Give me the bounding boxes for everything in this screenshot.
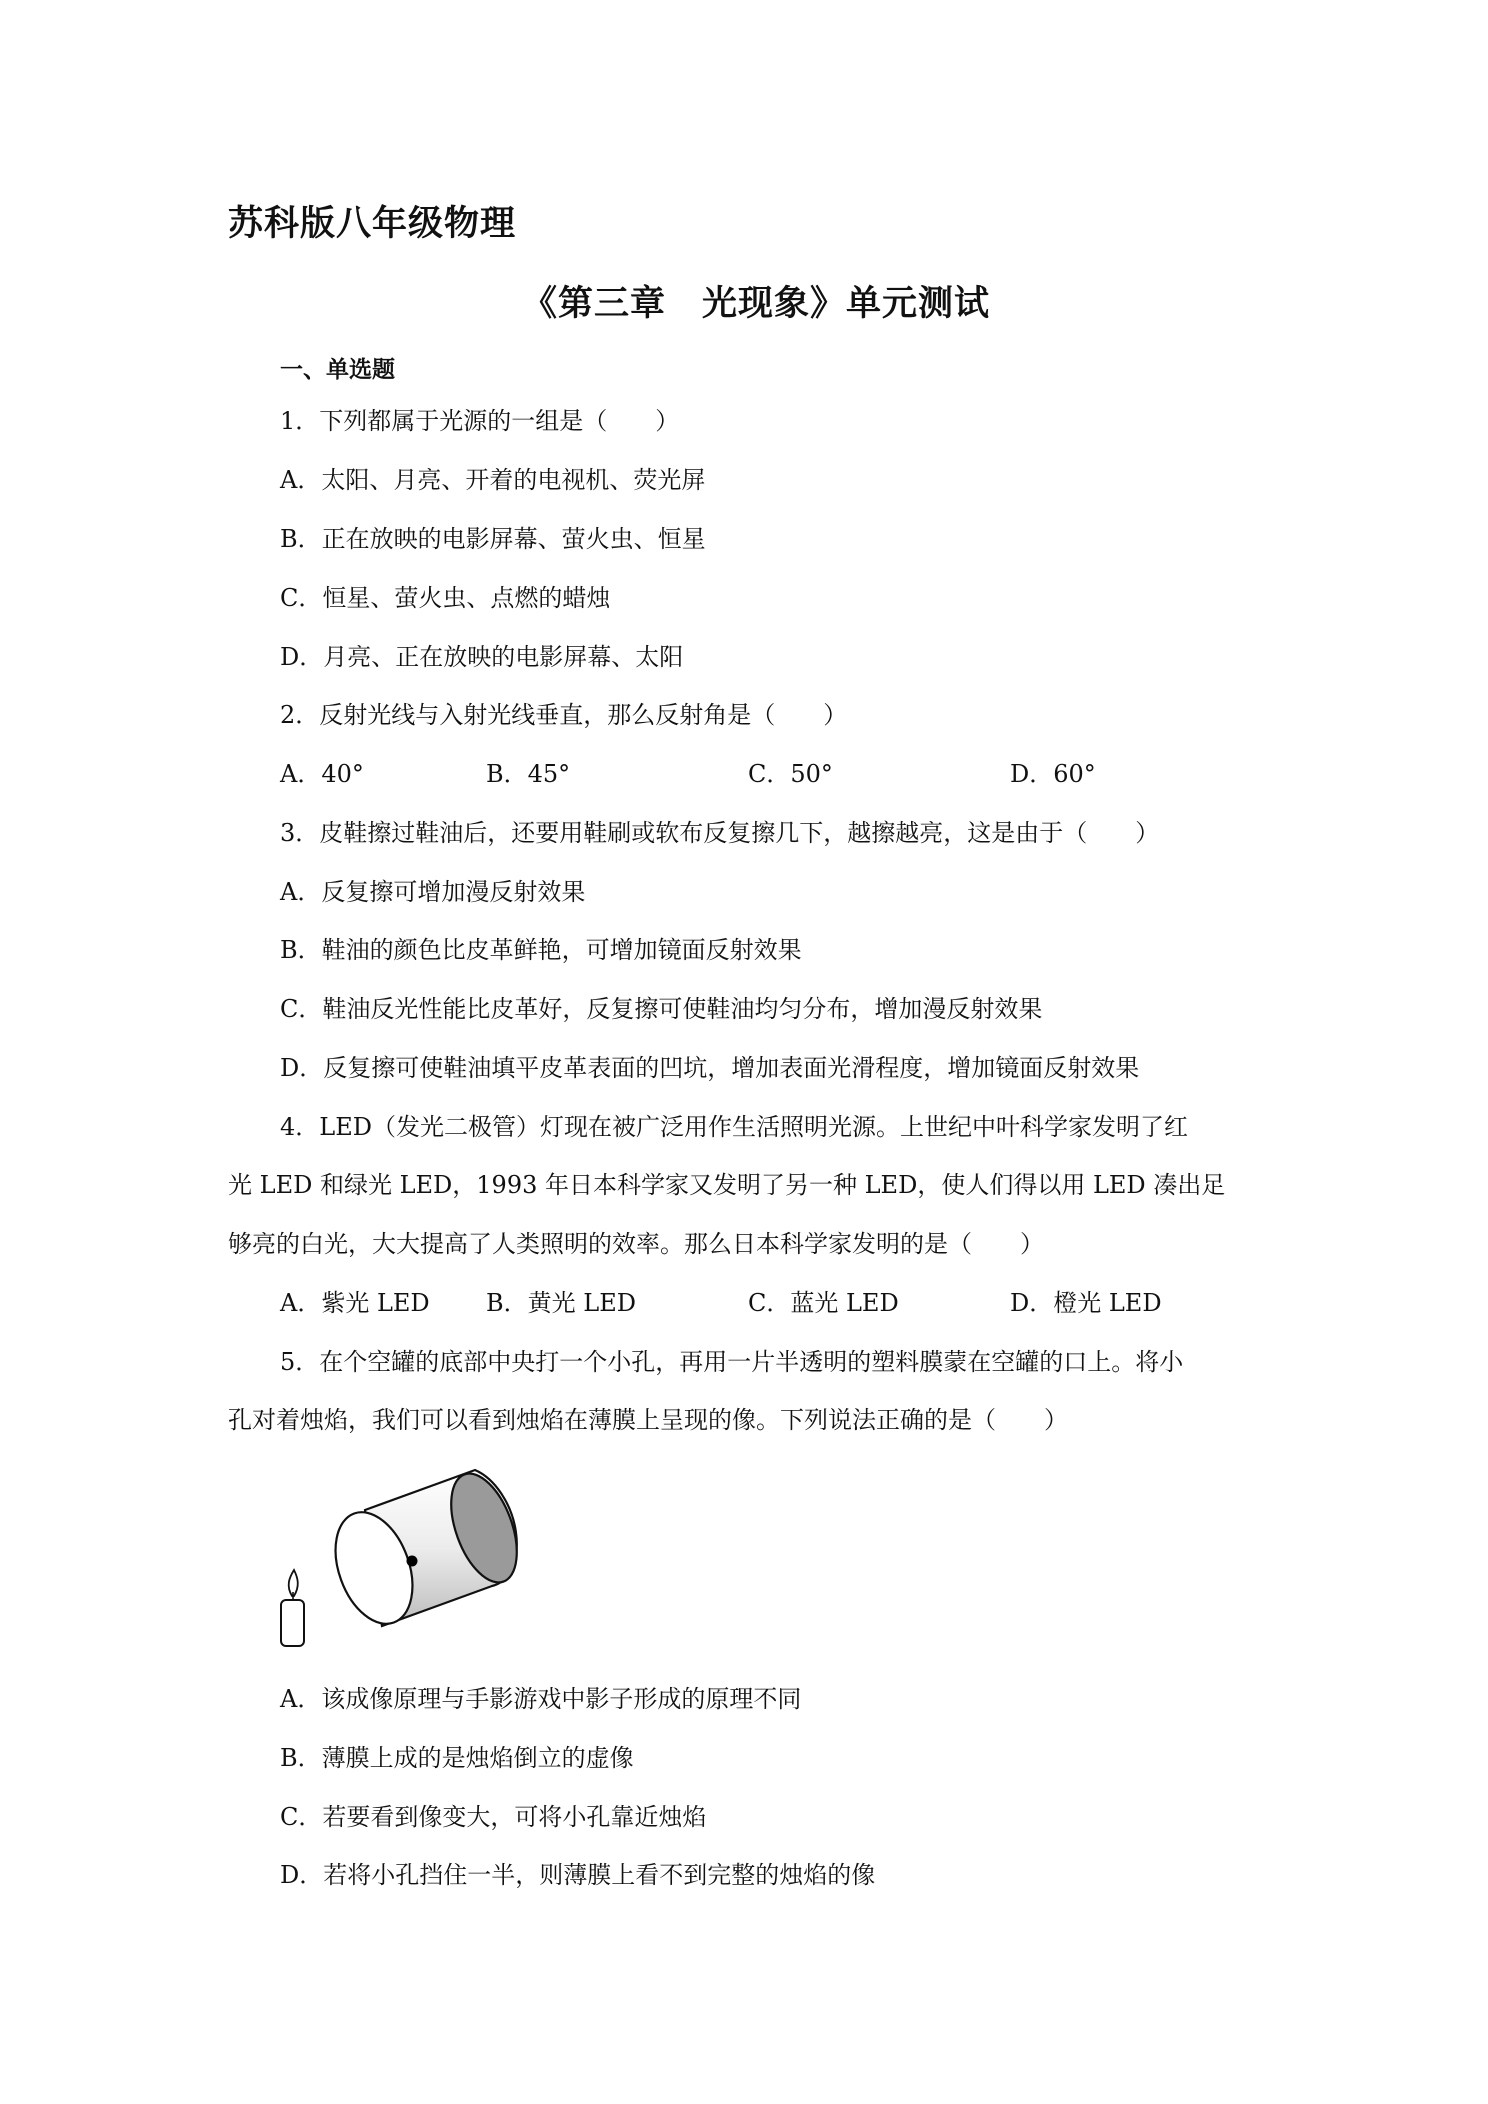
q5-option-d: D．若将小孔挡住一半，则薄膜上看不到完整的烛焰的像 [280, 1861, 876, 1889]
q2-option-b: B．45° [486, 760, 571, 788]
page-title: 《第三章 光现象》单元测试 [521, 284, 990, 324]
q3-option-c: C．鞋油反光性能比皮革好，反复擦可使鞋油均匀分布，增加漫反射效果 [280, 995, 1043, 1023]
question-1-stem: 1．下列都属于光源的一组是（ ） [280, 407, 680, 435]
q2-option-c: C．50° [748, 760, 833, 788]
question-4-stem-line-2: 光 LED 和绿光 LED，1993 年日本科学家又发明了另一种 LED，使人们得以用 LED 凑出足 [228, 1171, 1226, 1199]
q4-option-d: D．橙光 LED [1010, 1289, 1162, 1317]
q1-option-c: C．恒星、萤火虫、点燃的蜡烛 [280, 584, 611, 612]
q4-option-c: C．蓝光 LED [748, 1289, 899, 1317]
q3-option-b: B．鞋油的颜色比皮革鲜艳，可增加镜面反射效果 [280, 936, 802, 964]
question-3-stem: 3．皮鞋擦过鞋油后，还要用鞋刷或软布反复擦几下，越擦越亮，这是由于（ ） [280, 819, 1160, 847]
q1-option-a: A．太阳、月亮、开着的电视机、荧光屏 [280, 466, 706, 494]
question-4-stem-line-1: 4．LED（发光二极管）灯现在被广泛用作生活照明光源。上世纪中叶科学家发明了红 [280, 1113, 1188, 1141]
can-icon [321, 1465, 530, 1635]
q1-option-b: B．正在放映的电影屏幕、萤火虫、恒星 [280, 525, 706, 553]
q5-option-a: A．该成像原理与手影游戏中影子形成的原理不同 [280, 1685, 802, 1713]
question-5-stem-line-2: 孔对着烛焰，我们可以看到烛焰在薄膜上呈现的像。下列说法正确的是（ ） [228, 1406, 1068, 1434]
question-2-stem: 2．反射光线与入射光线垂直，那么反射角是（ ） [280, 701, 848, 729]
q3-option-d: D．反复擦可使鞋油填平皮革表面的凹坑，增加表面光滑程度，增加镜面反射效果 [280, 1054, 1140, 1082]
pinhole-dot [407, 1556, 418, 1567]
q2-option-d: D．60° [1010, 760, 1096, 788]
question-5-stem-line-1: 5．在个空罐的底部中央打一个小孔，再用一片半透明的塑料膜蒙在空罐的口上。将小 [280, 1348, 1184, 1376]
q2-option-a: A．40° [280, 760, 364, 788]
candle-icon [281, 1570, 304, 1646]
book-heading: 苏科版八年级物理 [228, 204, 517, 244]
q3-option-a: A．反复擦可增加漫反射效果 [280, 878, 586, 906]
pinhole-camera-figure [270, 1458, 610, 1678]
q4-option-a: A．紫光 LED [280, 1289, 430, 1317]
q1-option-d: D．月亮、正在放映的电影屏幕、太阳 [280, 643, 684, 671]
q4-option-b: B．黄光 LED [486, 1289, 636, 1317]
q5-option-c: C．若要看到像变大，可将小孔靠近烛焰 [280, 1803, 707, 1831]
section-heading: 一、单选题 [280, 357, 395, 383]
question-4-stem-line-3: 够亮的白光，大大提高了人类照明的效率。那么日本科学家发明的是（ ） [228, 1230, 1044, 1258]
q5-option-b: B．薄膜上成的是烛焰倒立的虚像 [280, 1744, 634, 1772]
